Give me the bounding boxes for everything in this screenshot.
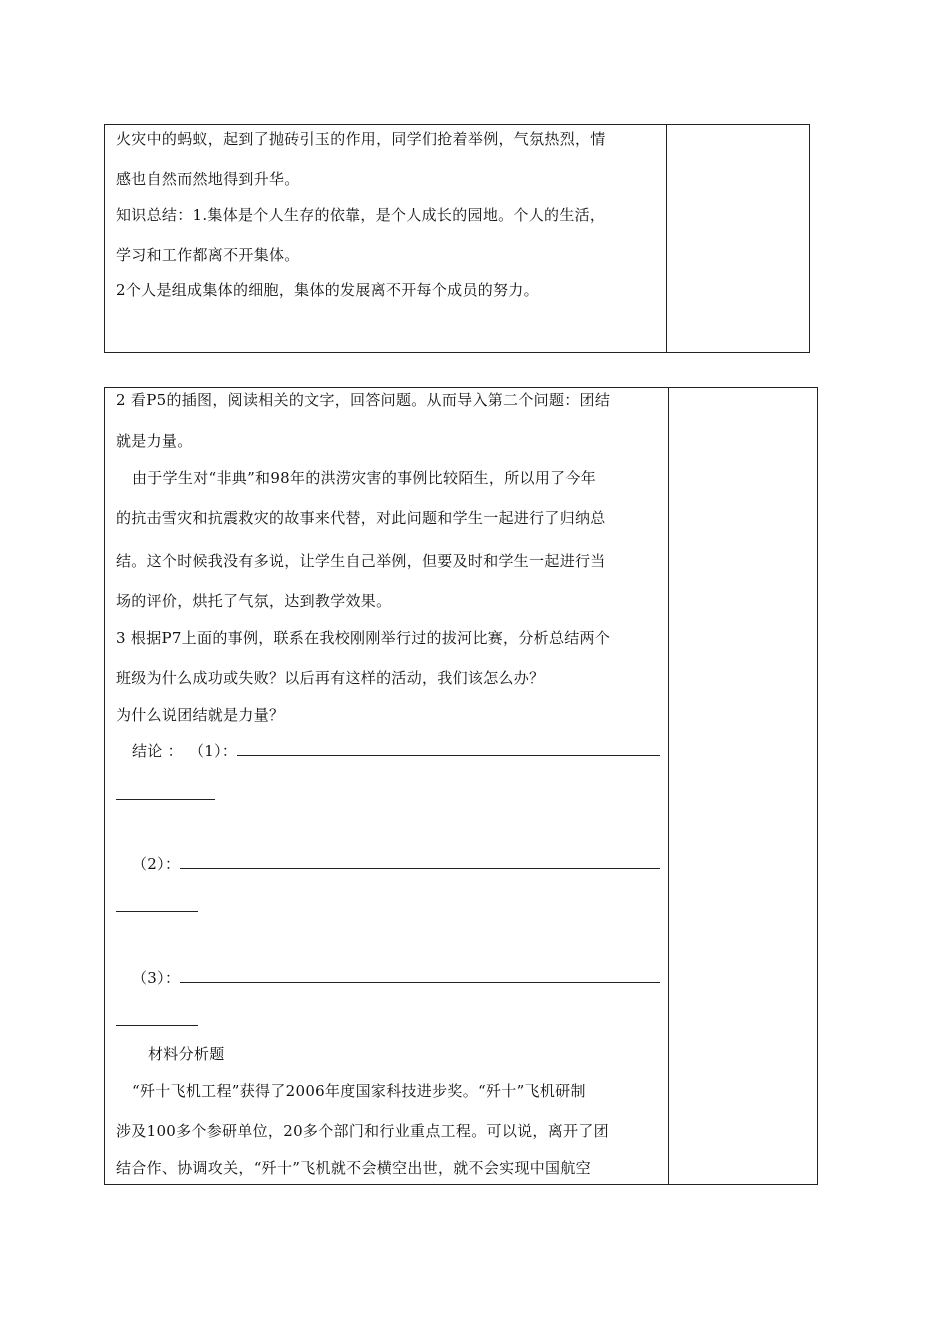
text-line: 感也自然而然地得到升华。: [116, 170, 300, 188]
answer-blank-2-continued[interactable]: [116, 911, 198, 912]
content-cell: [105, 388, 668, 1184]
text-line: 涉及100多个参研单位，20多个部门和行业重点工程。可以说，离开了团: [116, 1122, 609, 1140]
text-line: 就是力量。: [116, 432, 193, 450]
text-line: 知识总结：1.集体是个人生存的依靠，是个人成长的园地。个人的生活，: [116, 206, 606, 224]
answer-blank-2[interactable]: [180, 856, 660, 869]
text-line: 2 看P5的插图，阅读相关的文字，回答问题。从而导入第二个问题：团结: [116, 391, 611, 409]
lesson-table-2: [104, 387, 818, 1185]
answer-label-3: （3）：: [132, 969, 181, 987]
answer-blank-1-continued[interactable]: [116, 799, 215, 800]
answer-label-1: （1）：: [188, 742, 238, 760]
text-line: 为什么说团结就是力量？: [116, 706, 285, 724]
answer-blank-3[interactable]: [180, 970, 660, 983]
text-line: “歼十飞机工程”获得了2006年度国家科技进步奖。“歼十”飞机研制: [132, 1082, 586, 1100]
lesson-table-1: [104, 124, 810, 353]
answer-blank-1[interactable]: [237, 743, 660, 756]
column-divider: [668, 388, 669, 1184]
text-line: 3 根据P7上面的事例，联系在我校刚刚举行过的拔河比赛，分析总结两个: [116, 629, 611, 647]
conclusion-label: 结论 ：: [132, 742, 183, 760]
text-line: 由于学生对“非典”和98年的洪涝灾害的事例比较陌生，所以用了今年: [132, 469, 597, 487]
text-line: 2个人是组成集体的细胞，集体的发展离不开每个成员的努力。: [116, 281, 539, 299]
text-line: 的抗击雪灾和抗震救灾的故事来代替，对此问题和学生一起进行了归纳总: [116, 509, 606, 527]
answer-blank-3-continued[interactable]: [116, 1025, 198, 1026]
text-line: 火灾中的蚂蚁，起到了抛砖引玉的作用，同学们抢着举例，气氛热烈，情: [116, 130, 606, 148]
answer-row-1: [132, 741, 660, 761]
text-line: 结合作、协调攻关，“歼十”飞机就不会横空出世，就不会实现中国航空: [116, 1159, 591, 1177]
content-cell: [105, 125, 666, 352]
material-title: 材料分析题: [148, 1045, 225, 1063]
text-line: 场的评价，烘托了气氛，达到教学效果。: [116, 592, 392, 610]
answer-row-3: [132, 968, 660, 988]
answer-row-2: [132, 854, 660, 874]
text-line: 结。这个时候我没有多说，让学生自己举例，但要及时和学生一起进行当: [116, 552, 606, 570]
column-divider: [666, 125, 667, 352]
text-line: 学习和工作都离不开集体。: [116, 246, 300, 264]
text-line: 班级为什么成功或失败？以后再有这样的活动，我们该怎么办？: [116, 669, 545, 687]
answer-label-2: （2）：: [132, 855, 181, 873]
